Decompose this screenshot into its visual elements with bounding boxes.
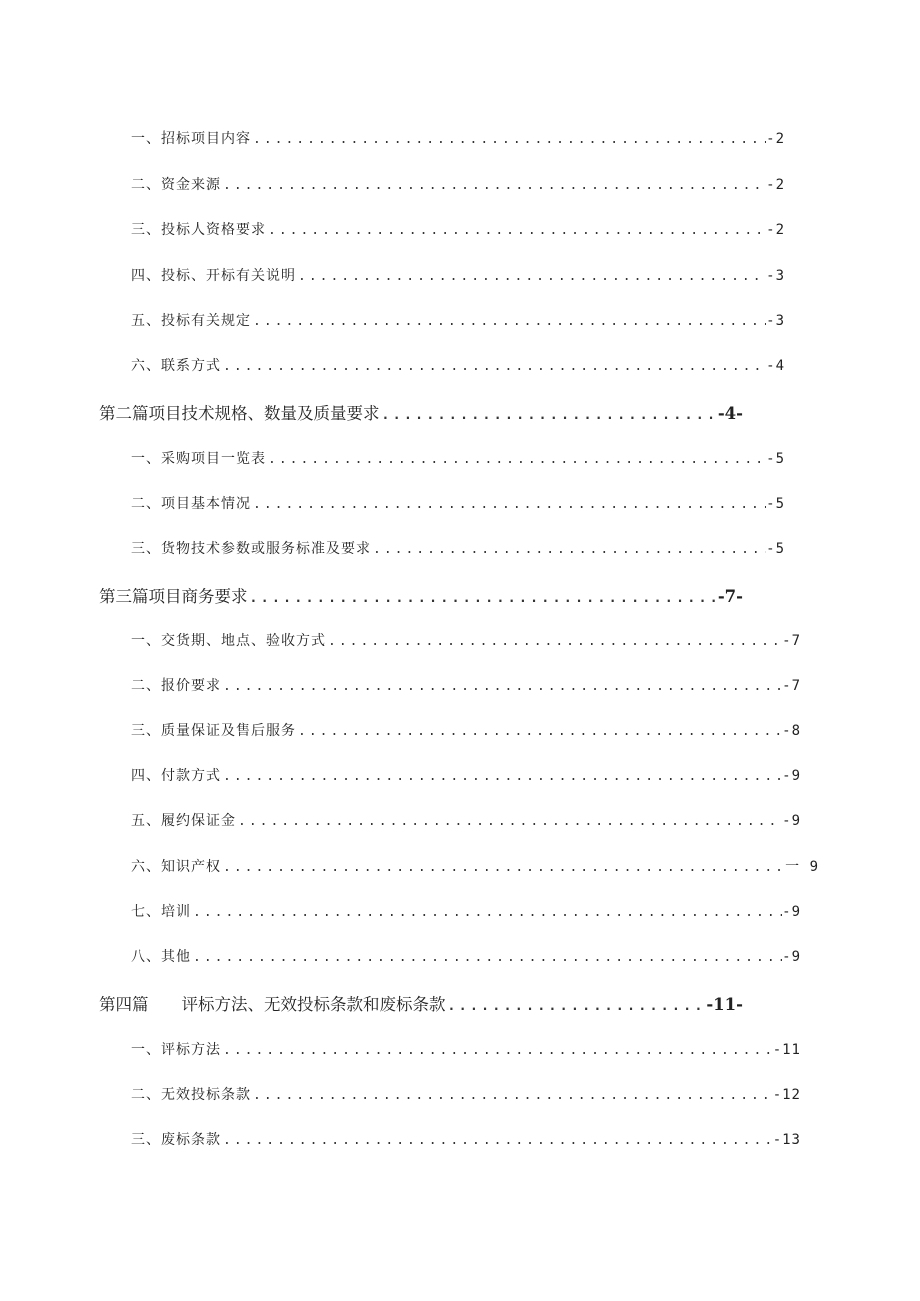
toc-entry-label: 三、废标条款 (131, 1132, 221, 1148)
toc-leader-dots (326, 634, 782, 649)
toc-entry[interactable] (131, 720, 801, 740)
toc-entry-page: -7 (782, 633, 801, 649)
toc-entry-page: -13 (772, 1132, 801, 1148)
toc-entry-label: 五、投标有关规定 (131, 313, 251, 329)
toc-entry-label: 一、交货期、地点、验收方式 (131, 633, 326, 649)
toc-leader-dots (371, 542, 766, 557)
toc-entry-page: -9 (782, 768, 801, 784)
toc-entry[interactable] (131, 219, 785, 239)
toc-entry[interactable] (131, 174, 785, 194)
toc-leader-dots (380, 408, 718, 423)
toc-leader-dots (266, 223, 766, 238)
toc-entry[interactable] (131, 310, 785, 330)
toc-entry[interactable] (131, 1039, 801, 1059)
toc-entry-label: 四、投标、开标有关说明 (131, 268, 296, 284)
toc-entry-page: -9 (782, 949, 801, 965)
toc-entry-page: 一 9 (785, 859, 819, 875)
toc-entry[interactable] (131, 265, 785, 285)
toc-entry[interactable] (131, 1084, 801, 1104)
toc-entry[interactable] (131, 810, 801, 830)
toc-leader-dots (296, 724, 782, 739)
toc-chapter-label: 第四篇 评标方法、无效投标条款和废标条款 (99, 995, 446, 1014)
toc-leader-dots (251, 497, 766, 512)
toc-chapter-page: -7- (717, 587, 743, 606)
toc-entry[interactable] (131, 128, 785, 148)
toc-entry-label: 三、投标人资格要求 (131, 222, 266, 238)
toc-entry-label: 一、评标方法 (131, 1042, 221, 1058)
toc-entry[interactable] (131, 1129, 801, 1149)
toc-entry[interactable] (131, 675, 801, 695)
toc-entry[interactable] (131, 493, 785, 513)
toc-leader-dots (191, 950, 782, 965)
toc-entry-label: 二、项目基本情况 (131, 496, 251, 512)
toc-leader-dots (236, 814, 782, 829)
toc-entry-label: 一、采购项目一览表 (131, 451, 266, 467)
toc-leader-dots (221, 1133, 773, 1148)
toc-leader-dots (221, 860, 785, 875)
toc-entry-page: -3 (766, 268, 785, 284)
toc-entry-label: 五、履约保证金 (131, 813, 236, 829)
toc-entry[interactable] (131, 946, 801, 966)
toc-leader-dots (248, 591, 718, 606)
toc-leader-dots (266, 452, 766, 467)
toc-entry-page: -2 (766, 177, 785, 193)
toc-leader-dots (221, 679, 782, 694)
toc-entry-page: -5 (766, 541, 785, 557)
toc-entry[interactable] (131, 448, 785, 468)
toc-entry-page: -5 (766, 496, 785, 512)
toc-entry-page: -2 (766, 222, 785, 238)
toc-leader-dots (296, 269, 766, 284)
toc-leader-dots (221, 1043, 773, 1058)
toc-chapter-entry[interactable] (99, 991, 743, 1015)
toc-chapter-page: -11- (706, 995, 743, 1014)
toc-entry-page: -7 (782, 678, 801, 694)
toc-leader-dots (221, 769, 782, 784)
toc-entry-page: -11 (772, 1042, 801, 1058)
toc-entry-label: 二、无效投标条款 (131, 1087, 251, 1103)
toc-entry-label: 六、知识产权 (131, 859, 221, 875)
toc-entry[interactable] (131, 538, 785, 558)
toc-entry-page: -8 (782, 723, 801, 739)
toc-chapter-label: 第二篇项目技术规格、数量及质量要求 (99, 404, 380, 423)
toc-entry[interactable] (131, 355, 785, 375)
toc-entry[interactable] (131, 901, 801, 921)
toc-leader-dots (191, 905, 782, 920)
toc-chapter-page: -4- (717, 404, 743, 423)
toc-chapter-entry[interactable] (99, 400, 743, 424)
toc-leader-dots (221, 178, 766, 193)
toc-entry-label: 一、招标项目内容 (131, 131, 251, 147)
toc-entry-page: -4 (766, 358, 785, 374)
toc-leader-dots (221, 359, 766, 374)
toc-entry-page: -9 (782, 904, 801, 920)
toc-entry-label: 三、质量保证及售后服务 (131, 723, 296, 739)
toc-entry-page: -2 (766, 131, 785, 147)
toc-entry-label: 二、报价要求 (131, 678, 221, 694)
toc-entry-label: 八、其他 (131, 949, 191, 965)
toc-leader-dots (251, 1088, 773, 1103)
toc-entry[interactable] (131, 765, 801, 785)
toc-entry-label: 六、联系方式 (131, 358, 221, 374)
toc-entry[interactable] (131, 856, 819, 876)
toc-entry-page: -12 (772, 1087, 801, 1103)
toc-entry-label: 二、资金来源 (131, 177, 221, 193)
toc-entry-page: -3 (766, 313, 785, 329)
toc-entry-label: 七、培训 (131, 904, 191, 920)
toc-entry-label: 三、货物技术参数或服务标准及要求 (131, 541, 371, 557)
toc-entry-label: 四、付款方式 (131, 768, 221, 784)
toc-entry-page: -9 (782, 813, 801, 829)
toc-entry[interactable] (131, 630, 801, 650)
toc-chapter-entry[interactable] (99, 583, 743, 607)
toc-chapter-label: 第三篇项目商务要求 (99, 587, 248, 606)
toc-leader-dots (446, 999, 707, 1014)
toc-leader-dots (251, 132, 766, 147)
toc-entry-page: -5 (766, 451, 785, 467)
toc-leader-dots (251, 314, 766, 329)
